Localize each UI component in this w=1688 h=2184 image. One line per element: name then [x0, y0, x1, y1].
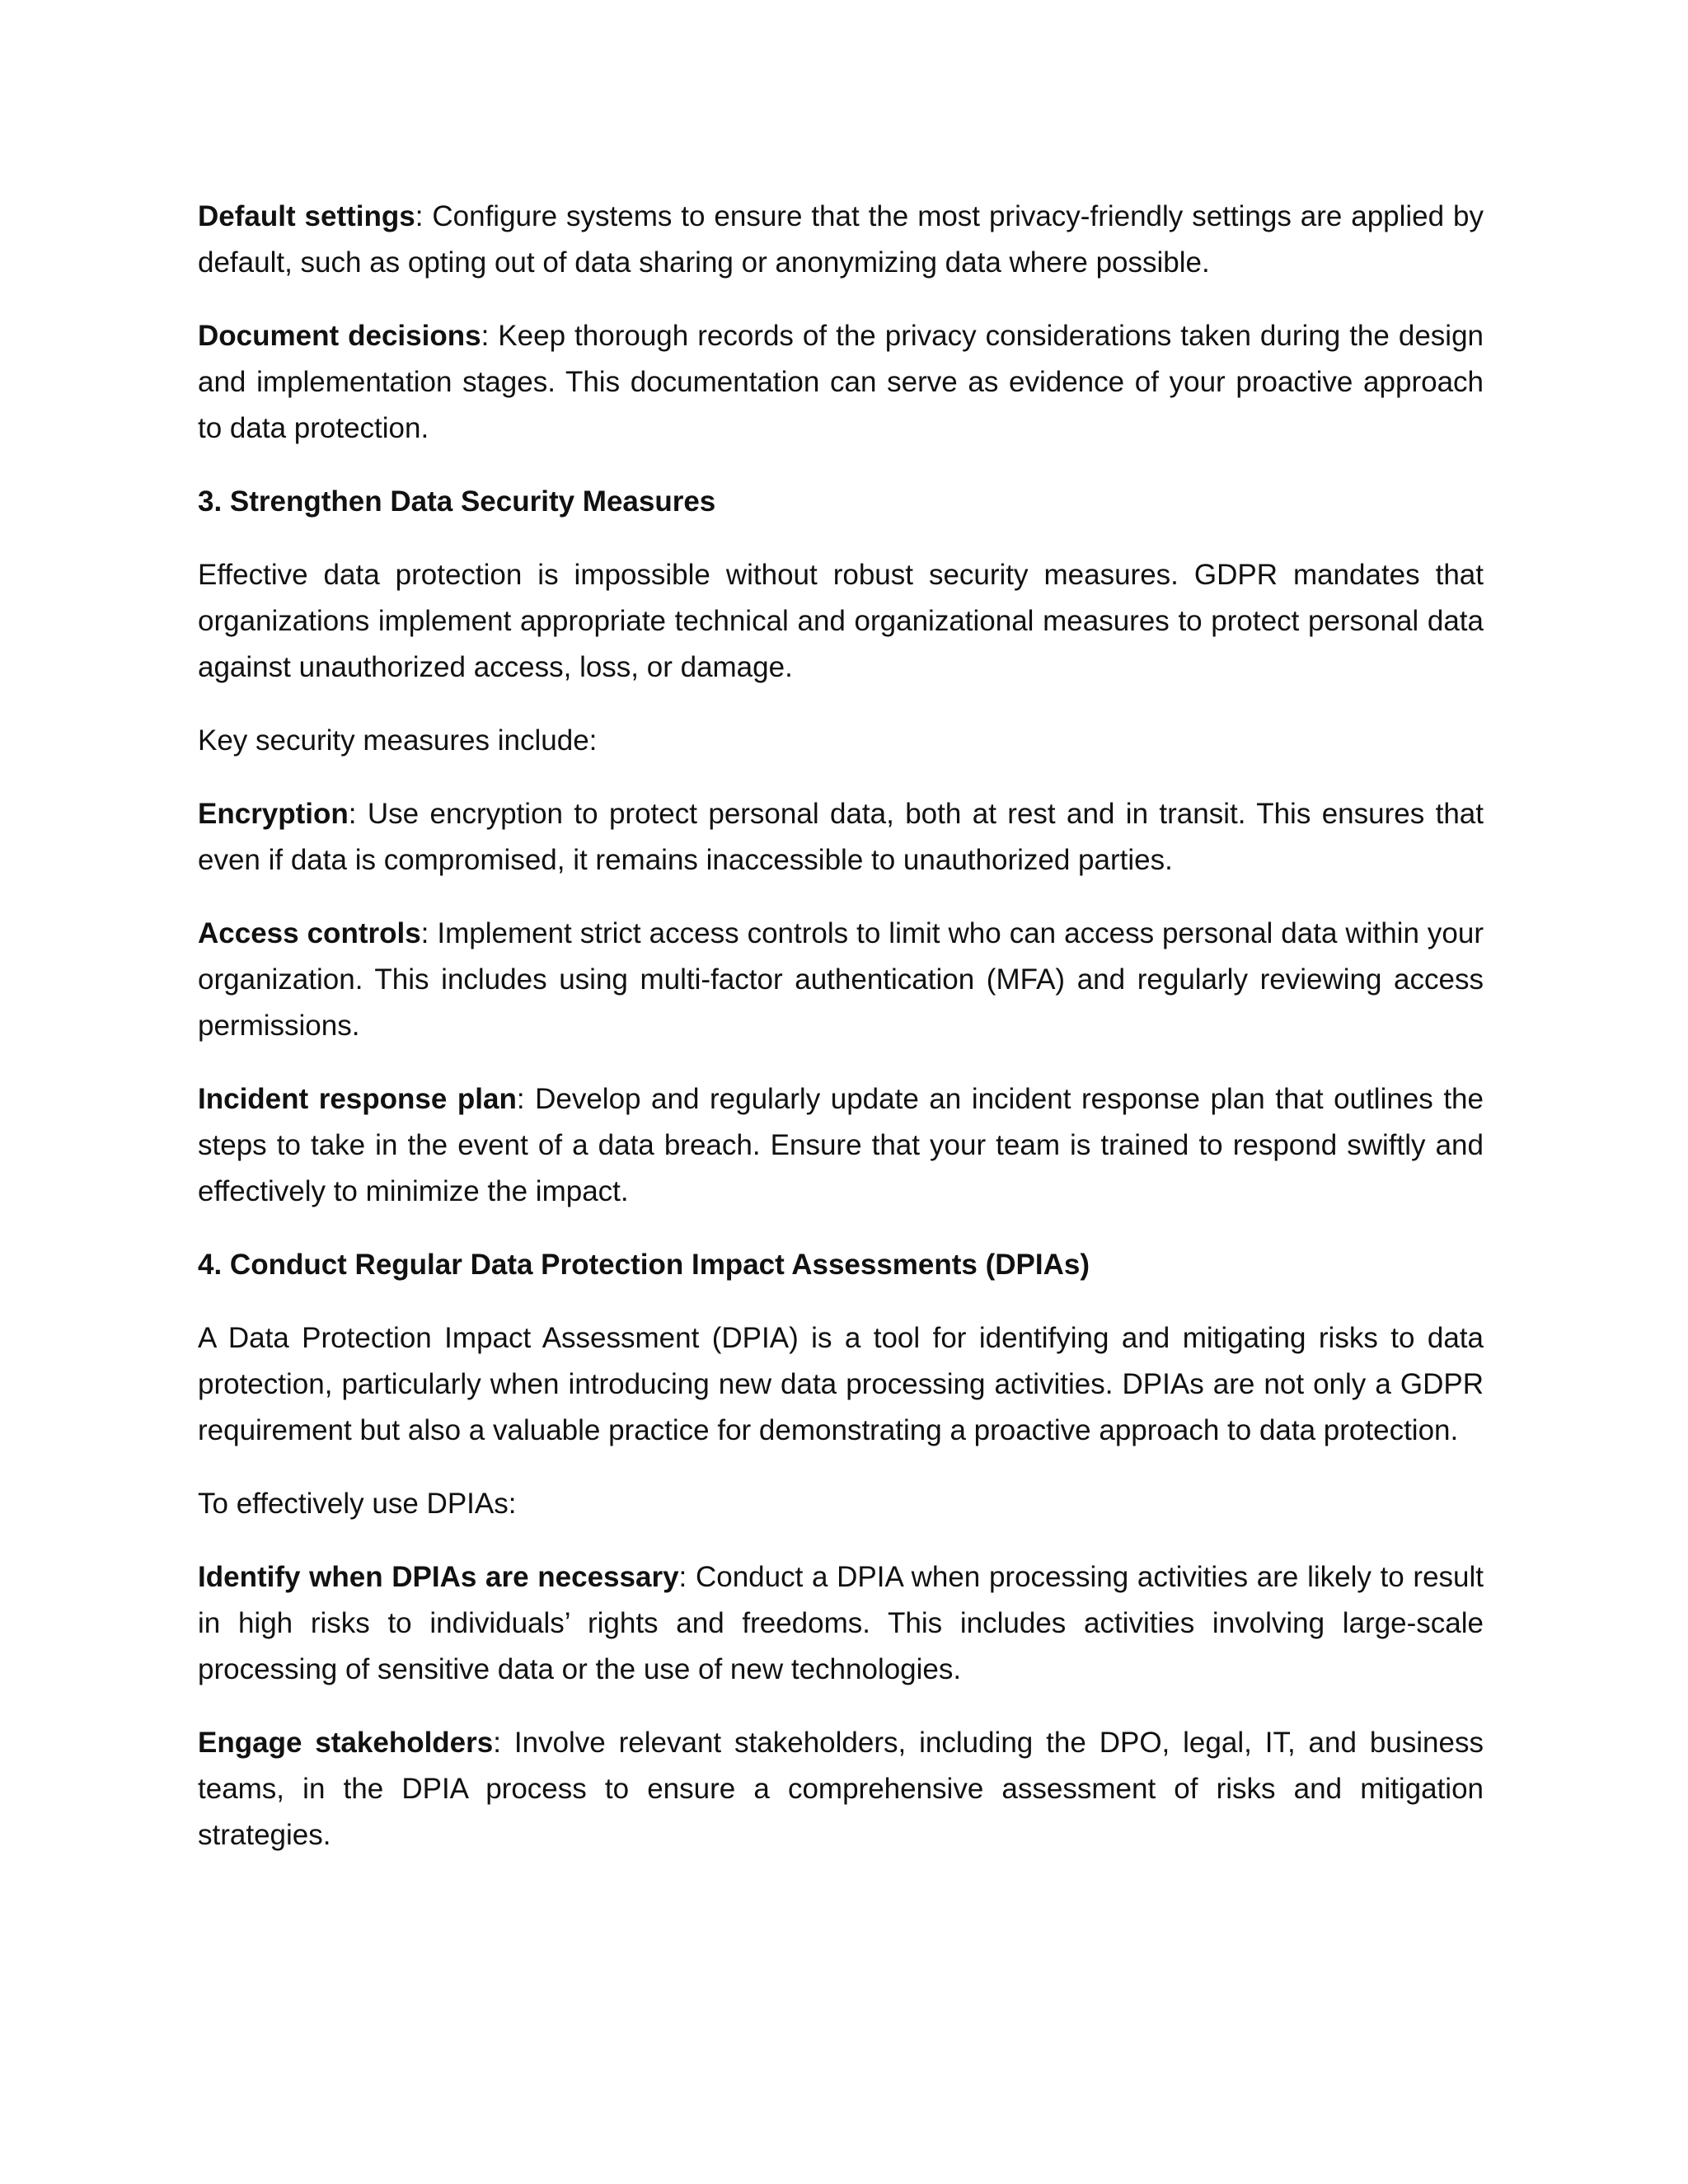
text-access-controls: : Implement strict access controls to limit who can access personal data within your organization. This includes using multi-factor authentication (MFA) and regularly reviewing access permissions. [198, 917, 1484, 1042]
term-access-controls: Access controls [198, 917, 421, 949]
paragraph-access-controls [198, 911, 1484, 1049]
paragraph-default-settings [198, 194, 1484, 286]
term-document-decisions: Document decisions [198, 320, 481, 352]
paragraph-engage-stakeholders [198, 1720, 1484, 1858]
text-document-decisions: : Keep thorough records of the privacy considerations taken during the design and implementation stages. This documentation can serve as evidence of your proactive approach to data protection. [198, 320, 1484, 444]
term-incident-response-plan: Incident response plan [198, 1083, 517, 1115]
text-identify-dpias: : Conduct a DPIA when processing activities are likely to result in high risks to individuals’ rights and freedoms. This includes activities involving large-scale processing of sensitive data or the use of new technologies. [198, 1561, 1484, 1685]
term-identify-dpias: Identify when DPIAs are necessary [198, 1561, 679, 1593]
paragraph-identify-dpias [198, 1554, 1484, 1693]
heading-section-3: 3. Strengthen Data Security Measures [198, 485, 716, 518]
term-encryption: Encryption [198, 798, 349, 830]
paragraph-security-intro: Effective data protection is impossible without robust security measures. GDPR mandates that organizations implement appropriate technical and organizational measures to protect personal data against unauthorized access, loss, or damage. [198, 559, 1484, 683]
document-page [198, 194, 1484, 1886]
term-engage-stakeholders: Engage stakeholders [198, 1727, 494, 1759]
text-engage-stakeholders: : Involve relevant stakeholders, including the DPO, legal, IT, and business teams, in the DPIA process to ensure a comprehensive assessment of risks and mitigation strategies. [198, 1727, 1484, 1851]
paragraph-dpia-lead: To effectively use DPIAs: [198, 1488, 517, 1520]
paragraph-encryption [198, 791, 1484, 883]
term-default-settings: Default settings [198, 200, 415, 232]
paragraph-dpia-intro: A Data Protection Impact Assessment (DPIA) is a tool for identifying and mitigating risks to data protection, particularly when introducing new data processing activities. DPIAs are not only a GDPR requirement but also a valuable practice for demonstrating a proactive approach to data protection. [198, 1322, 1484, 1446]
text-incident-response-plan: : Develop and regularly update an incident response plan that outlines the steps to take in the event of a data breach. Ensure that your team is trained to respond swiftly and effectively to minimize the impact. [198, 1083, 1484, 1207]
text-default-settings: : Configure systems to ensure that the most privacy-friendly settings are applied by default, such as opting out of data sharing or anonymizing data where possible. [198, 200, 1484, 279]
paragraph-key-measures-lead: Key security measures include: [198, 724, 598, 757]
text-encryption: : Use encryption to protect personal data, both at rest and in transit. This ensures that even if data is compromised, it remains inaccessible to unauthorized parties. [198, 798, 1484, 876]
heading-section-4: 4. Conduct Regular Data Protection Impact Assessments (DPIAs) [198, 1249, 1090, 1281]
paragraph-incident-response-plan [198, 1076, 1484, 1215]
paragraph-document-decisions [198, 313, 1484, 452]
